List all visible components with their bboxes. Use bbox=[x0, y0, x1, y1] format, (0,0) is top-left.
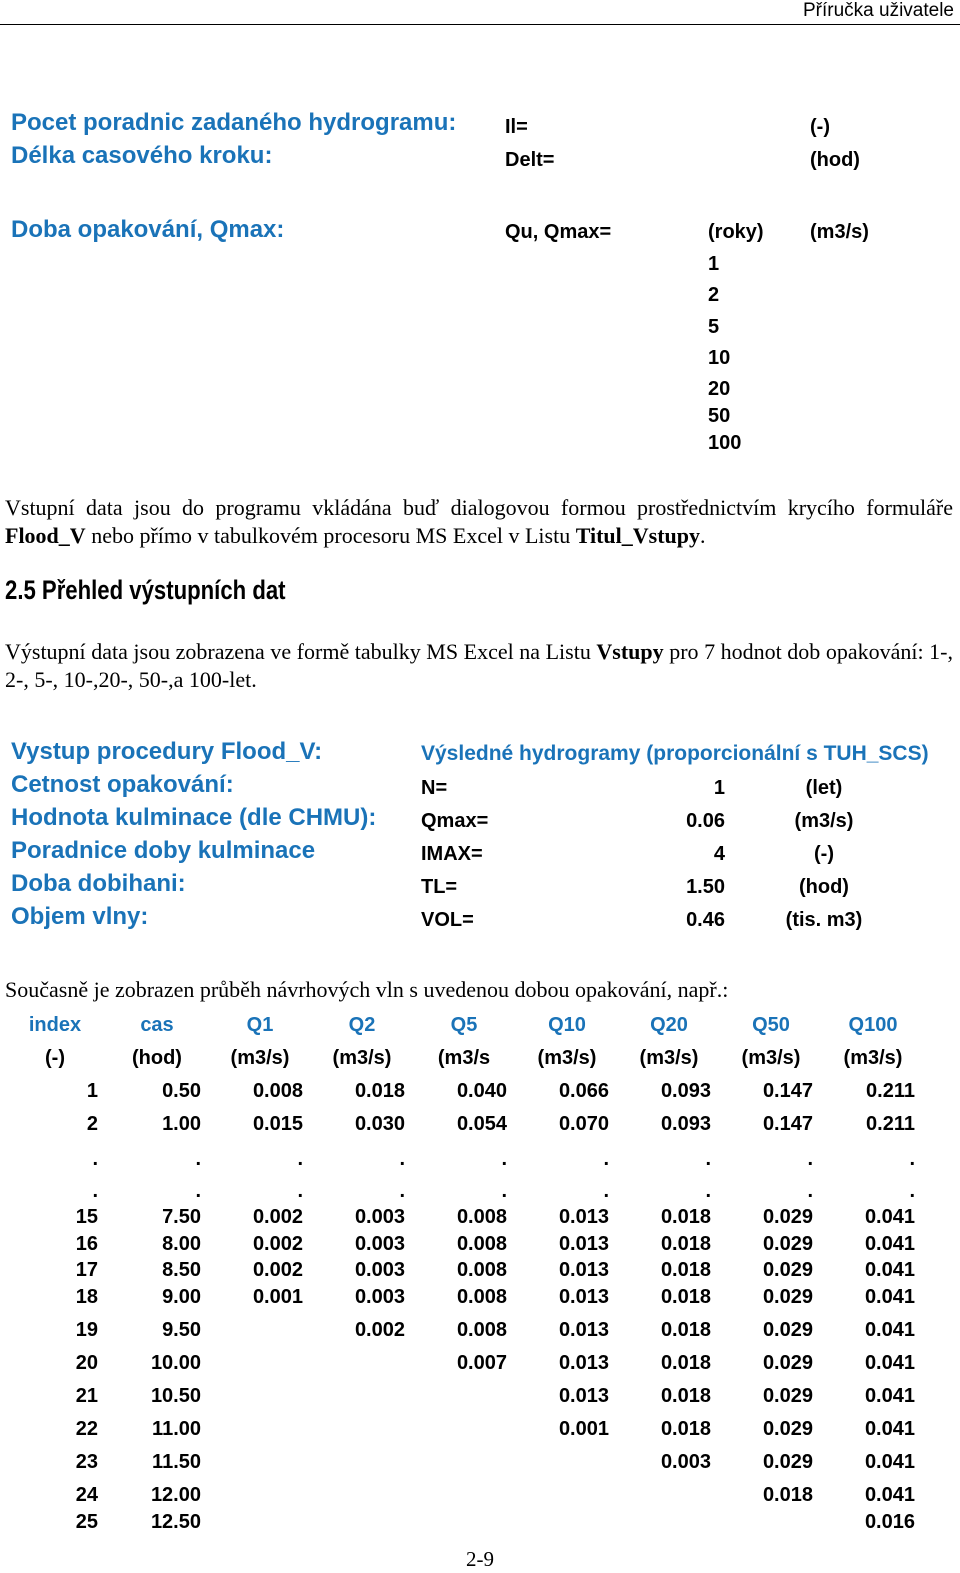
output-title: Vystup procedury Flood_V: bbox=[11, 738, 323, 765]
output-unit-lag: (hod) bbox=[799, 876, 849, 898]
table-cell-q5: . bbox=[501, 1148, 507, 1170]
output-symbol-lag: TL= bbox=[421, 876, 458, 898]
table-cell-q50: 0.147 bbox=[762, 1080, 813, 1102]
table-cell-q2: . bbox=[399, 1180, 405, 1202]
table-cell-q2: 0.018 bbox=[354, 1080, 405, 1102]
table-cell-index: 25 bbox=[75, 1511, 98, 1533]
table-cell-q20: 0.093 bbox=[660, 1080, 711, 1102]
input-unit-timestep: (hod) bbox=[810, 149, 860, 171]
table-cell-q20: 0.018 bbox=[660, 1319, 711, 1341]
table-header-q5: Q5 bbox=[450, 1014, 478, 1036]
table-cell-cas: 11.50 bbox=[152, 1451, 201, 1473]
table-cell-index: 22 bbox=[75, 1418, 98, 1440]
table-cell-q100: 0.041 bbox=[864, 1451, 915, 1473]
table-cell-q20: 0.093 bbox=[660, 1113, 711, 1135]
table-cell-q100: 0.016 bbox=[864, 1511, 915, 1533]
table-cell-cas: 9.00 bbox=[162, 1286, 201, 1308]
output-label-volume: Objem vlny: bbox=[11, 903, 149, 930]
table-cell-q2: 0.003 bbox=[354, 1286, 405, 1308]
table-cell-q10: 0.066 bbox=[558, 1080, 609, 1102]
table-cell-q10: 0.013 bbox=[558, 1286, 609, 1308]
table-cell-q5: 0.040 bbox=[456, 1080, 507, 1102]
table-cell-q100: 0.211 bbox=[866, 1080, 915, 1102]
table-cell-q10: 0.013 bbox=[558, 1233, 609, 1255]
table-cell-q20: . bbox=[705, 1180, 711, 1202]
return-year-2: 2 bbox=[708, 284, 720, 306]
table-cell-q2: . bbox=[399, 1148, 405, 1170]
table-cell-q100: 0.041 bbox=[864, 1352, 915, 1374]
input-label-count: Pocet poradnic zadaného hydrogramu: bbox=[11, 109, 457, 136]
table-cell-q50: 0.029 bbox=[762, 1319, 813, 1341]
table-cell-cas: 12.50 bbox=[150, 1511, 201, 1533]
table-cell-q1: 0.002 bbox=[252, 1233, 303, 1255]
table-cell-q2: 0.003 bbox=[354, 1206, 405, 1228]
table-cell-q5: 0.008 bbox=[456, 1319, 507, 1341]
table-cell-q50: . bbox=[807, 1148, 813, 1170]
table-cell-index: 23 bbox=[75, 1451, 98, 1473]
input-unit-count: (-) bbox=[810, 116, 830, 138]
table-header-q50: Q50 bbox=[752, 1014, 790, 1036]
table-unit-cas: (hod) bbox=[132, 1047, 182, 1069]
table-cell-index: 16 bbox=[75, 1233, 98, 1255]
table-cell-q100: 0.211 bbox=[866, 1113, 915, 1135]
table-cell-q2: 0.002 bbox=[354, 1319, 405, 1341]
output-label-frequency: Cetnost opakování: bbox=[11, 771, 234, 798]
table-cell-q100: 0.041 bbox=[864, 1319, 915, 1341]
table-unit-q100: (m3/s) bbox=[843, 1047, 903, 1069]
table-cell-q5: 0.008 bbox=[456, 1206, 507, 1228]
table-cell-q20: 0.018 bbox=[660, 1286, 711, 1308]
table-cell-index: 2 bbox=[86, 1113, 98, 1135]
table-cell-index: 21 bbox=[75, 1385, 98, 1407]
table-cell-q20: 0.018 bbox=[660, 1418, 711, 1440]
table-cell-q20: 0.018 bbox=[660, 1352, 711, 1374]
table-cell-q10: . bbox=[603, 1180, 609, 1202]
table-cell-q2: 0.003 bbox=[354, 1233, 405, 1255]
table-cell-index: 20 bbox=[75, 1352, 98, 1374]
table-cell-q10: . bbox=[603, 1148, 609, 1170]
output-unit-frequency: (let) bbox=[805, 777, 843, 799]
table-cell-index: 15 bbox=[75, 1206, 98, 1228]
return-year-1: 1 bbox=[708, 253, 720, 275]
table-cell-q5: 0.007 bbox=[456, 1352, 507, 1374]
table-cell-cas: 10.50 bbox=[150, 1385, 201, 1407]
table-cell-q10: 0.013 bbox=[558, 1259, 609, 1281]
table-cell-cas: 1.00 bbox=[162, 1113, 201, 1135]
table-header-cas: cas bbox=[140, 1014, 174, 1036]
table-cell-index: 1 bbox=[86, 1080, 98, 1102]
output-subtitle: Výsledné hydrogramy (proporcionální s TUH_SCS) bbox=[421, 742, 929, 765]
output-symbol-peak-index: IMAX= bbox=[421, 843, 483, 865]
table-cell-cas: . bbox=[195, 1148, 201, 1170]
page-number: 2-9 bbox=[466, 1547, 494, 1571]
table-cell-q5: 0.008 bbox=[456, 1259, 507, 1281]
table-cell-q1: 0.001 bbox=[252, 1286, 303, 1308]
section-heading: 2.5 Přehled výstupních dat bbox=[5, 575, 286, 605]
table-cell-q20: 0.018 bbox=[660, 1259, 711, 1281]
table-unit-q1: (m3/s) bbox=[230, 1047, 290, 1069]
table-cell-cas: 9.50 bbox=[162, 1319, 201, 1341]
table-cell-cas: 7.50 bbox=[162, 1206, 201, 1228]
table-cell-cas: 0.50 bbox=[162, 1080, 201, 1102]
table-cell-q10: 0.013 bbox=[558, 1319, 609, 1341]
return-year-5: 5 bbox=[708, 316, 720, 338]
table-cell-q10: 0.070 bbox=[558, 1113, 609, 1135]
output-label-peak: Hodnota kulminace (dle CHMU): bbox=[11, 804, 377, 831]
return-year-100: 100 bbox=[708, 432, 742, 454]
output-value-peak-index: 4 bbox=[713, 843, 725, 865]
table-cell-index: 17 bbox=[75, 1259, 98, 1281]
table-unit-q2: (m3/s) bbox=[332, 1047, 392, 1069]
table-cell-q5: 0.008 bbox=[456, 1286, 507, 1308]
table-unit-q20: (m3/s) bbox=[639, 1047, 699, 1069]
table-cell-index: 19 bbox=[75, 1319, 98, 1341]
input-symbol-count: Il= bbox=[505, 116, 528, 138]
table-cell-q20: . bbox=[705, 1148, 711, 1170]
return-year-10: 10 bbox=[708, 347, 731, 369]
table-cell-q100: 0.041 bbox=[864, 1233, 915, 1255]
table-cell-q20: 0.018 bbox=[660, 1233, 711, 1255]
table-header-q2: Q2 bbox=[348, 1014, 376, 1036]
table-cell-q100: 0.041 bbox=[864, 1484, 915, 1506]
table-cell-q50: 0.029 bbox=[762, 1451, 813, 1473]
table-cell-cas: 11.00 bbox=[152, 1418, 201, 1440]
table-cell-index: 18 bbox=[75, 1286, 98, 1308]
table-cell-q50: 0.029 bbox=[762, 1352, 813, 1374]
table-cell-q100: . bbox=[909, 1148, 915, 1170]
output-value-lag: 1.50 bbox=[686, 876, 725, 898]
output-value-frequency: 1 bbox=[713, 777, 725, 799]
table-cell-q50: 0.018 bbox=[762, 1484, 813, 1506]
input-symbol-timestep: Delt= bbox=[505, 149, 555, 171]
table-cell-q1: 0.002 bbox=[252, 1259, 303, 1281]
input-unit-years: (roky) bbox=[708, 221, 764, 243]
table-cell-q100: 0.041 bbox=[864, 1259, 915, 1281]
table-header-q100: Q100 bbox=[848, 1014, 898, 1036]
table-cell-q5: . bbox=[501, 1180, 507, 1202]
running-header: Příručka uživatele bbox=[802, 0, 954, 21]
table-header-q10: Q10 bbox=[548, 1014, 586, 1036]
table-cell-q50: 0.029 bbox=[762, 1233, 813, 1255]
table-cell-q100: 0.041 bbox=[864, 1385, 915, 1407]
table-header-q20: Q20 bbox=[650, 1014, 688, 1036]
output-value-volume: 0.46 bbox=[686, 909, 725, 931]
table-unit-q50: (m3/s) bbox=[741, 1047, 801, 1069]
table-cell-q50: 0.147 bbox=[762, 1113, 813, 1135]
table-cell-q1: . bbox=[297, 1180, 303, 1202]
table-cell-q50: 0.029 bbox=[762, 1385, 813, 1407]
output-value-peak: 0.06 bbox=[686, 810, 725, 832]
table-cell-index: . bbox=[92, 1180, 98, 1202]
table-cell-index: . bbox=[92, 1148, 98, 1170]
table-cell-cas: 8.00 bbox=[162, 1233, 201, 1255]
table-cell-index: 24 bbox=[75, 1484, 98, 1506]
table-cell-q10: 0.001 bbox=[558, 1418, 609, 1440]
header-divider bbox=[0, 24, 960, 25]
output-symbol-frequency: N= bbox=[421, 777, 448, 799]
output-unit-peak: (m3/s) bbox=[794, 810, 854, 832]
output-symbol-peak: Qmax= bbox=[421, 810, 489, 832]
table-unit-index: (-) bbox=[45, 1047, 65, 1069]
table-cell-q2: 0.030 bbox=[354, 1113, 405, 1135]
table-cell-q50: . bbox=[807, 1180, 813, 1202]
input-label-return-period: Doba opakování, Qmax: bbox=[11, 216, 285, 243]
table-cell-q20: 0.018 bbox=[660, 1385, 711, 1407]
paragraph-input-data: Vstupní data jsou do programu vkládána buď dialogovou formou prostřednictvím krycího formuláře Flood_V nebo přímo v tabulkovém procesoru MS Excel v Listu Titul_Vstupy. bbox=[5, 495, 953, 548]
output-unit-volume: (tis. m3) bbox=[785, 909, 863, 931]
table-cell-q50: 0.029 bbox=[762, 1418, 813, 1440]
table-cell-q1: 0.008 bbox=[252, 1080, 303, 1102]
table-cell-q50: 0.029 bbox=[762, 1259, 813, 1281]
table-cell-q5: 0.054 bbox=[456, 1113, 507, 1135]
table-cell-q10: 0.013 bbox=[558, 1352, 609, 1374]
table-cell-cas: 12.00 bbox=[150, 1484, 201, 1506]
table-cell-q50: 0.029 bbox=[762, 1206, 813, 1228]
table-cell-q2: 0.003 bbox=[354, 1259, 405, 1281]
output-unit-peak-index: (-) bbox=[814, 843, 834, 865]
table-cell-q100: 0.041 bbox=[864, 1286, 915, 1308]
paragraph-hydrograph-intro: Současně je zobrazen průběh návrhových vln s uvedenou dobou opakování, např.: bbox=[5, 977, 729, 1002]
output-symbol-volume: VOL= bbox=[421, 909, 474, 931]
table-cell-q5: 0.008 bbox=[456, 1233, 507, 1255]
return-year-50: 50 bbox=[708, 405, 731, 427]
table-unit-q10: (m3/s) bbox=[537, 1047, 597, 1069]
input-label-timestep: Délka casového kroku: bbox=[11, 142, 273, 169]
table-cell-q100: . bbox=[909, 1180, 915, 1202]
table-cell-q100: 0.041 bbox=[864, 1418, 915, 1440]
paragraph-output-data: Výstupní data jsou zobrazena ve formě tabulky MS Excel na Listu Vstupy pro 7 hodnot dob opakování: 1-, 2-, 5-, 10-,20-, 50-,a 100-let. bbox=[5, 639, 953, 692]
table-cell-q20: 0.003 bbox=[660, 1451, 711, 1473]
table-cell-q50: 0.029 bbox=[762, 1286, 813, 1308]
table-cell-q1: 0.015 bbox=[252, 1113, 303, 1135]
table-cell-q100: 0.041 bbox=[864, 1206, 915, 1228]
table-header-q1: Q1 bbox=[246, 1014, 274, 1036]
input-symbol-return-period: Qu, Qmax= bbox=[505, 221, 612, 243]
table-cell-q1: 0.002 bbox=[252, 1206, 303, 1228]
return-year-20: 20 bbox=[708, 378, 731, 400]
table-cell-cas: 10.00 bbox=[150, 1352, 201, 1374]
table-cell-q20: 0.018 bbox=[660, 1206, 711, 1228]
table-unit-q5: (m3/s bbox=[437, 1047, 491, 1069]
table-cell-cas: 8.50 bbox=[162, 1259, 201, 1281]
table-cell-cas: . bbox=[195, 1180, 201, 1202]
table-cell-q10: 0.013 bbox=[558, 1206, 609, 1228]
output-label-lag: Doba dobihani: bbox=[11, 870, 186, 897]
table-header-index: index bbox=[28, 1014, 82, 1036]
output-label-peak-index: Poradnice doby kulminace bbox=[11, 837, 316, 864]
table-cell-q1: . bbox=[297, 1148, 303, 1170]
table-cell-q10: 0.013 bbox=[558, 1385, 609, 1407]
input-unit-flow: (m3/s) bbox=[810, 221, 869, 243]
